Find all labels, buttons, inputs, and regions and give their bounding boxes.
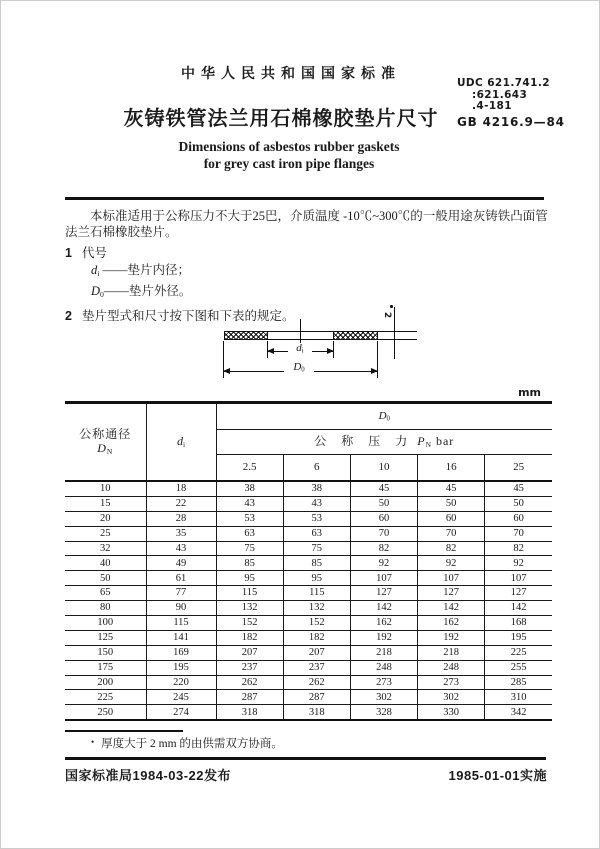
dimension-label-di <box>288 343 312 357</box>
table-cell: 162 <box>350 616 417 631</box>
di-label-sub: i <box>301 347 304 355</box>
symbol-di-sub: i <box>97 268 100 278</box>
table-row <box>65 660 552 675</box>
table-cell: 38 <box>283 481 350 496</box>
inner-diameter-symbol-sub: i <box>182 439 186 449</box>
subtitle-english-line1: Dimensions of asbestos rubber gaskets <box>178 139 400 154</box>
table-cell: 85 <box>283 556 350 571</box>
table-cell: 273 <box>350 675 417 690</box>
table-cell: 175 <box>65 660 146 675</box>
thickness-footnote-dot <box>390 305 393 308</box>
table-cell: 43 <box>283 496 350 511</box>
table-cell: 92 <box>418 556 485 571</box>
table-cell: 255 <box>485 660 552 675</box>
gasket-diagram <box>1 301 600 397</box>
table-cell: 192 <box>418 630 485 645</box>
table-cell: 45 <box>350 481 417 496</box>
pressure-column-16: 16 <box>418 455 485 482</box>
symbol-di: d <box>91 263 98 277</box>
table-cell: 45 <box>418 481 485 496</box>
do-label-base: D <box>293 361 302 373</box>
table-cell: 318 <box>283 705 350 720</box>
hatch-right <box>333 332 377 339</box>
table-cell: 63 <box>283 526 350 541</box>
udc-line-1: UDC 621.741.2 <box>457 77 550 89</box>
table-row <box>65 586 552 601</box>
table-cell: 70 <box>485 526 552 541</box>
dimension-label-do <box>284 362 314 376</box>
table-cell: 225 <box>65 690 146 705</box>
pressure-symbol: P <box>417 433 426 448</box>
pressure-title: 公 称 压 力 <box>314 433 414 448</box>
table-cell: 342 <box>485 705 552 720</box>
table-cell: 168 <box>485 616 552 631</box>
table-cell: 43 <box>146 541 216 556</box>
udc-line-2: :621.643 <box>472 88 528 101</box>
table-cell: 182 <box>283 630 350 645</box>
clause-2-text: 垫片型式和尺寸按下图和下表的规定。 <box>81 308 295 323</box>
footnote-divider <box>65 730 183 732</box>
footnote-text: 厚度大于 2 mm 的由供需双方协商。 <box>101 738 283 750</box>
table-row <box>65 601 552 616</box>
pressure-column-2-5: 2.5 <box>216 455 283 482</box>
table-row <box>65 630 552 645</box>
table-row <box>65 645 552 660</box>
table-cell: 22 <box>146 496 216 511</box>
header-nominal-pressure <box>216 430 552 455</box>
symbol-do: D <box>91 283 101 298</box>
table-cell: 127 <box>485 586 552 601</box>
table-cell: 192 <box>350 630 417 645</box>
table-cell: 310 <box>485 690 552 705</box>
table-cell: 125 <box>65 630 146 645</box>
table-cell: 61 <box>146 571 216 586</box>
scope-paragraph: 本标准适用于公称压力不大于25巴，介质温度 -10℃~300℃的一般用途灰铸铁凸面管法兰石棉橡胶垫片。 <box>65 209 548 239</box>
table-cell: 25 <box>65 526 146 541</box>
table-cell: 32 <box>65 541 146 556</box>
table-cell: 115 <box>216 586 283 601</box>
outer-diameter-symbol: D <box>378 409 387 422</box>
table-cell: 150 <box>65 645 146 660</box>
table-cell: 182 <box>216 630 283 645</box>
table-row <box>65 526 552 541</box>
table-cell: 248 <box>418 660 485 675</box>
thickness-dimension-line <box>394 307 395 359</box>
table-cell: 262 <box>216 675 283 690</box>
table-cell: 142 <box>418 601 485 616</box>
table-cell: 82 <box>418 541 485 556</box>
table-cell: 262 <box>283 675 350 690</box>
table-cell: 53 <box>283 511 350 526</box>
gasket-dimensions-table <box>65 401 552 721</box>
table-cell: 53 <box>216 511 283 526</box>
header-inner-diameter <box>146 403 216 482</box>
table-cell: 302 <box>350 690 417 705</box>
table-cell: 141 <box>146 630 216 645</box>
table-cell: 237 <box>283 660 350 675</box>
table-row <box>65 511 552 526</box>
thickness-line-bottom <box>378 339 417 340</box>
table-cell: 40 <box>65 556 146 571</box>
table-cell: 218 <box>418 645 485 660</box>
table-cell: 75 <box>216 541 283 556</box>
table-cell: 152 <box>216 616 283 631</box>
table-cell: 142 <box>485 601 552 616</box>
table-row <box>65 690 552 705</box>
table-cell: 225 <box>485 645 552 660</box>
thickness-label: 2 <box>382 311 393 319</box>
table-cell: 318 <box>216 705 283 720</box>
table-unit-label: mm <box>518 386 541 399</box>
table-cell: 90 <box>146 601 216 616</box>
nominal-bore-symbol-sub: N <box>106 446 114 456</box>
table-cell: 195 <box>146 660 216 675</box>
footer-issued-date: 国家标准局1984-03-22发布 <box>65 768 231 783</box>
table-cell: 220 <box>146 675 216 690</box>
table-cell: 50 <box>350 496 417 511</box>
clause-1 <box>65 245 553 261</box>
table-cell: 10 <box>65 481 146 496</box>
table-cell: 273 <box>418 675 485 690</box>
table-cell: 328 <box>350 705 417 720</box>
table-cell: 28 <box>146 511 216 526</box>
do-label-sub: 0 <box>301 366 305 374</box>
table-cell: 43 <box>216 496 283 511</box>
table-cell: 169 <box>146 645 216 660</box>
table-cell: 200 <box>65 675 146 690</box>
nominal-bore-title: 公称通径 <box>79 427 132 442</box>
gasket-cross-section <box>224 331 378 340</box>
table-body <box>65 481 552 720</box>
subtitle-english-line2: for grey cast iron pipe flanges <box>203 156 375 171</box>
table-cell: 95 <box>216 571 283 586</box>
table-cell: 132 <box>216 601 283 616</box>
table-cell: 35 <box>146 526 216 541</box>
header-outer-diameter <box>216 403 552 430</box>
footer <box>65 765 547 784</box>
table-cell: 18 <box>146 481 216 496</box>
table-row <box>65 496 552 511</box>
table-header <box>65 403 552 482</box>
pressure-symbol-sub: N <box>425 439 432 449</box>
table-cell: 207 <box>216 645 283 660</box>
table-cell: 82 <box>350 541 417 556</box>
clause-1-number: 1 <box>65 246 72 260</box>
table-cell: 92 <box>485 556 552 571</box>
table-cell: 82 <box>485 541 552 556</box>
table-cell: 302 <box>418 690 485 705</box>
footer-divider <box>65 757 546 760</box>
table-cell: 65 <box>65 586 146 601</box>
table-cell: 142 <box>350 601 417 616</box>
table-cell: 127 <box>418 586 485 601</box>
table-cell: 274 <box>146 705 216 720</box>
table-cell: 115 <box>283 586 350 601</box>
pressure-column-6: 6 <box>283 455 350 482</box>
pressure-column-10: 10 <box>350 455 417 482</box>
header-nominal-bore <box>65 403 146 482</box>
table-cell: 60 <box>485 511 552 526</box>
standard-number: GB 4216.9—84 <box>457 114 565 129</box>
table-cell: 100 <box>65 616 146 631</box>
nominal-bore-symbol: D <box>97 440 107 455</box>
table-cell: 75 <box>283 541 350 556</box>
clause-2-number: 2 <box>65 308 72 323</box>
hatch-left <box>225 332 268 339</box>
standard-type-line: 中华人民共和国国家标准 <box>181 65 401 81</box>
table-cell: 330 <box>418 705 485 720</box>
table-cell: 132 <box>283 601 350 616</box>
di-label-base: d <box>296 342 302 354</box>
table-cell: 20 <box>65 511 146 526</box>
inner-diameter-symbol: d <box>176 433 183 448</box>
table-cell: 152 <box>283 616 350 631</box>
footnote-marker: • <box>91 737 95 747</box>
table-cell: 287 <box>216 690 283 705</box>
table-cell: 218 <box>350 645 417 660</box>
table-cell: 248 <box>350 660 417 675</box>
table-row <box>65 675 552 690</box>
definition-outer-text: ——垫片外径。 <box>103 283 192 298</box>
table-row <box>65 556 552 571</box>
symbol-do-sub: 0 <box>100 289 104 299</box>
table-cell: 77 <box>146 586 216 601</box>
table-row <box>65 571 552 586</box>
table-row <box>65 541 552 556</box>
table-cell: 162 <box>418 616 485 631</box>
table-cell: 45 <box>485 481 552 496</box>
table-cell: 115 <box>146 616 216 631</box>
table-cell: 285 <box>485 675 552 690</box>
outer-diameter-symbol-sub: 0 <box>386 415 390 423</box>
table-cell: 107 <box>418 571 485 586</box>
pressure-unit: bar <box>435 433 455 448</box>
table-row <box>65 616 552 631</box>
pressure-column-25: 25 <box>485 455 552 482</box>
table-cell: 50 <box>485 496 552 511</box>
table-cell: 195 <box>485 630 552 645</box>
footnote <box>91 735 283 751</box>
table-cell: 92 <box>350 556 417 571</box>
table-cell: 107 <box>485 571 552 586</box>
table-cell: 60 <box>350 511 417 526</box>
header-divider <box>65 197 544 200</box>
table-cell: 60 <box>418 511 485 526</box>
footer-implemented-date: 1985-01-01实施 <box>448 768 547 783</box>
table-cell: 49 <box>146 556 216 571</box>
table-cell: 127 <box>350 586 417 601</box>
table-cell: 207 <box>283 645 350 660</box>
thickness-line-top <box>378 331 417 332</box>
table-cell: 107 <box>350 571 417 586</box>
table-cell: 237 <box>216 660 283 675</box>
table-row <box>65 481 552 496</box>
clause-1-title: 代号 <box>81 246 107 260</box>
table-cell: 95 <box>283 571 350 586</box>
table-cell: 50 <box>65 571 146 586</box>
table-cell: 70 <box>350 526 417 541</box>
table-cell: 15 <box>65 496 146 511</box>
definition-inner-text: ——垫片内径； <box>99 263 191 277</box>
table-cell: 70 <box>418 526 485 541</box>
table-cell: 250 <box>65 705 146 720</box>
definition-outer-diameter <box>91 283 553 303</box>
table-cell: 63 <box>216 526 283 541</box>
table-cell: 50 <box>418 496 485 511</box>
table-cell: 85 <box>216 556 283 571</box>
table-cell: 80 <box>65 601 146 616</box>
definition-inner-diameter <box>91 262 553 282</box>
table-cell: 38 <box>216 481 283 496</box>
udc-line-3: .4-181 <box>472 100 512 112</box>
document-title: 灰铸铁管法兰用石棉橡胶垫片尺寸 <box>123 108 439 130</box>
table-cell: 287 <box>283 690 350 705</box>
table-row <box>65 705 552 720</box>
table-cell: 245 <box>146 690 216 705</box>
